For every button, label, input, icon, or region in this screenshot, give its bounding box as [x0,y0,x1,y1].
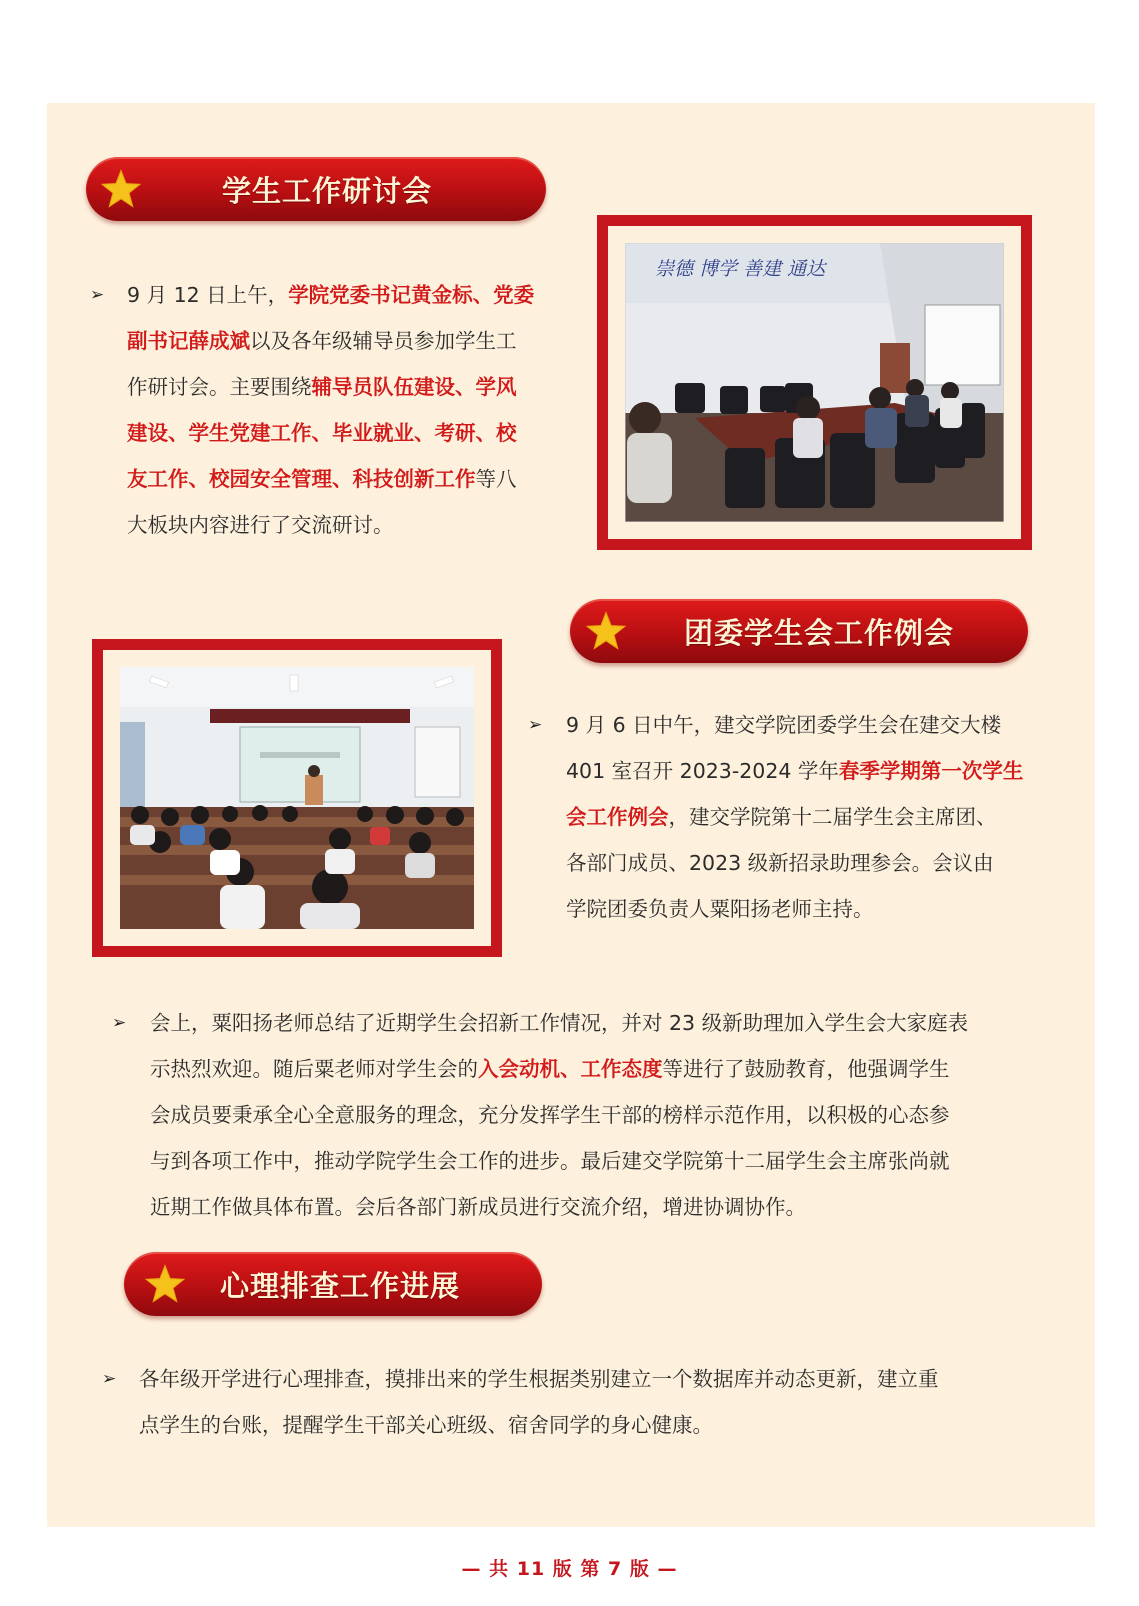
bullet-arrow-icon: ➢ [102,1369,117,1389]
svg-text:崇德 博学 善建 通达: 崇德 博学 善建 通达 [655,258,826,280]
highlight-text: 春季学期第一次学生 [838,759,1024,783]
text-run: 近期工作做具体布置。会后各部门新成员进行交流介绍，增进协调协作。 [150,1195,806,1219]
union-meeting-photo [120,667,474,929]
text-run: 大板块内容进行了交流研讨。 [127,513,394,537]
text-run: 会上，粟阳扬老师总结了近期学生会招新工作情况，并对 23 级新助理加入学生会大家庭表 [150,1011,969,1035]
bullet-arrow-icon: ➢ [528,715,543,735]
highlight-text: 辅导员队伍建设、学风 [311,375,517,399]
section-title: 学生工作研讨会 [222,174,433,208]
text-run: 与到各项工作中，推动学院学生会工作的进步。最后建交学院第十二届学生会主席张尚就 [150,1149,950,1173]
section-banner-seminar [86,157,546,221]
star-icon [585,610,627,652]
highlight-text: 友工作、校园安全管理、科技创新工作 [127,467,476,491]
text-run: 学院团委负责人粟阳扬老师主持。 [566,897,874,921]
text-run: 各部门成员、2023 级新招录助理参会。会议由 [566,851,994,875]
section-banner-union-meeting [570,599,1028,663]
highlight-text: 副书记薛成斌 [127,329,250,353]
page-footer: — 共 11 版 第 7 版 — [461,1558,678,1580]
highlight-text: 建设、学生党建工作、毕业就业、考研、校 [127,421,517,445]
text-run: ，建交学院第十二届学生会主席团、 [668,805,997,829]
text-run: 9 月 12 日上午， [127,283,289,307]
star-icon [100,168,142,210]
wall-slogan [655,258,828,280]
text-run: 以及各年级辅导员参加学生工 [250,329,517,353]
section-title: 团委学生会工作例会 [684,616,955,650]
section-title: 心理排查工作进展 [220,1269,461,1303]
photo-frame-union-meeting [92,639,502,957]
highlight-text: 入会动机、工作态度 [478,1057,663,1081]
seminar-photo [625,243,1004,522]
text-run: 会成员要秉承全心全意服务的理念，充分发挥学生干部的榜样示范作用，以积极的心态参 [150,1103,950,1127]
text-run: 各年级开学进行心理排查，摸排出来的学生根据类别建立一个数据库并动态更新，建立重 [139,1367,939,1391]
star-icon [144,1263,186,1305]
highlight-text: 会工作例会 [566,805,669,829]
text-run: 作研讨会。主要围绕 [127,375,312,399]
bullet-arrow-icon: ➢ [112,1013,127,1033]
section-banner-psych-screening [124,1252,542,1316]
text-run: 点学生的台账，提醒学生干部关心班级、宿舍同学的身心健康。 [139,1413,713,1437]
text-run: 等进行了鼓励教育，他强调学生 [662,1057,950,1081]
text-run: 9 月 6 日中午，建交学院团委学生会在建交大楼 [566,713,1002,737]
bullet-arrow-icon: ➢ [90,285,105,305]
text-run: 等八 [475,467,517,491]
photo-frame-seminar [597,215,1032,550]
text-run: 401 室召开 2023-2024 学年 [566,759,839,783]
highlight-text: 学院党委书记黄金标、党委 [288,283,535,307]
text-run: 示热烈欢迎。随后粟老师对学生会的 [150,1057,478,1081]
